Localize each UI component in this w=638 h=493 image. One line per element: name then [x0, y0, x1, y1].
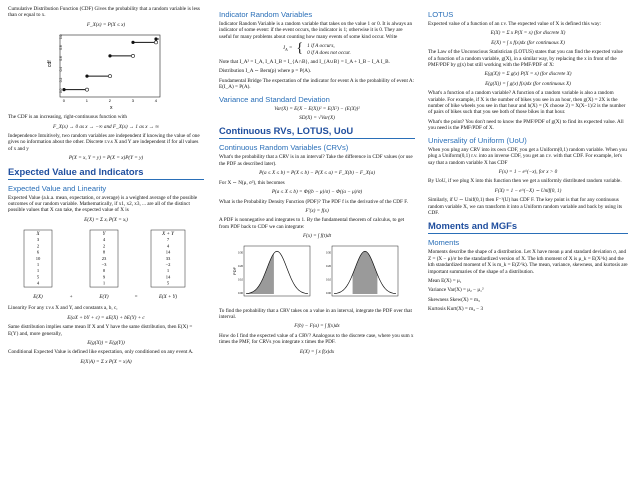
pdf-y-tick: 0.00	[237, 291, 243, 295]
pdf-figures	[219, 243, 415, 305]
table-cell: 1	[102, 280, 106, 286]
cdf-closed-dot-1	[85, 75, 88, 78]
indicator-paragraph: Indicator Random Variable is a random variable that takes on the value 1 or 0. It is always an indicator of some event: if the event occurs, the indicator is 1; otherwise it is 0. They are useful for many problems about counting how many events of some kind occur. Write	[219, 21, 413, 40]
pdf-shaded-area-interval	[353, 251, 378, 294]
table-footer: E(Y)	[99, 295, 109, 301]
table-cell: 33	[165, 256, 171, 262]
table-cell: 3	[36, 237, 40, 243]
table-cell: 2	[102, 243, 106, 249]
cdf-open-dot-1	[108, 75, 111, 78]
linearity-table	[16, 226, 196, 302]
table-footer: =	[134, 295, 138, 301]
pdf-y-tick: 0.10	[325, 278, 331, 282]
subsection-lotus: LOTUS	[428, 10, 454, 19]
linearity-paragraph: Linearity For any r.v.s X and Y, and constants a, b, c,	[8, 305, 118, 312]
expected-value-equation: E(X) = Σ xᵢ P(X = xᵢ)	[84, 216, 128, 223]
table-cell: 23	[101, 256, 107, 262]
indicator-definition: $I_A$ = { 1 if A occurs, 0 if A does not occur.	[283, 41, 351, 57]
cdf-x-tick: 3	[131, 98, 135, 104]
pdf-y-tick: 0.10	[237, 278, 243, 282]
pdf-shaded-area-left	[246, 253, 274, 294]
subsection-moments: Moments	[428, 238, 460, 248]
cdf-x-tick: 0	[62, 98, 66, 104]
same-distribution-equation: E(g(X)) = E(g(Y))	[87, 339, 125, 346]
lotus-paragraph-2: The Law of the Unconscious Statistician (LOTUS) states that you can find the expected value of a function of a random variable, g(X), in a similar way, by replacing the x in front of the PMF/PDF by g(x) but still working with the PMF/PDF of X:	[428, 49, 623, 69]
subsection-indicator: Indicator Random Variables	[219, 10, 313, 19]
cdf-x-tick: 4	[154, 98, 158, 104]
table-cell: 14	[165, 274, 171, 280]
lotus-eq-1: E(X) = Σ x P(X = x) (for discrete X)	[490, 30, 566, 37]
table-cell: 1	[36, 262, 40, 268]
table-header: X + Y	[162, 232, 174, 238]
cdf-xlabel: x	[110, 105, 113, 112]
table-cell: 6	[36, 249, 40, 255]
lotus-eq-3: E(g(X)) = Σ g(x) P(X = x) (for discrete X)	[484, 71, 572, 78]
cdf-limits: F_X(x) → 0 as x → −∞ and F_X(x) → 1 as x → ∞	[53, 123, 159, 130]
table-cell: 5	[166, 280, 170, 286]
variance-line: Variance Var(X) = μ₂ − μ₁²	[428, 287, 484, 294]
section-moments: Moments and MGFs	[428, 220, 518, 232]
normal-equation: P(a ≤ X ≤ b) = Φ((b − μ)/σ) − Φ((a − μ)/σ)	[271, 189, 363, 196]
cdf-y-tick: 0.0	[59, 88, 64, 94]
subsection-crv: Continuous Random Variables (CRVs)	[219, 143, 349, 153]
pdf-y-tick: 0.30	[237, 251, 243, 255]
table-footer: E(X + Y)	[158, 295, 178, 301]
cdf-y-tick: 0.4	[59, 67, 64, 72]
table-cell: 10	[35, 256, 41, 262]
table-footer: +	[69, 295, 73, 301]
conditional-paragraph: Conditional Expected Value is defined like expectation, only conditioned on any event A.	[8, 349, 194, 356]
independence-equation: P(X = x, Y = y) = P(X = x)P(Y = y)	[68, 155, 144, 162]
section-expected-value: Expected Value and Indicators	[8, 165, 144, 177]
ev-crv-paragraph: How do I find the expected value of a CRV? Analogous to the discrete case, where you sum x times the PMF, for CRVs you integrate x times the PDF.	[219, 332, 414, 346]
table-cell: 4	[166, 243, 170, 249]
table-header: Y	[102, 232, 106, 238]
kurtosis-line: Kurtosis Kurt(X) = m₄ − 3	[428, 306, 484, 313]
conditional-equation: E(X|A) = Σ x P(X = x|A)	[80, 358, 132, 365]
ev-crv-equation: E(X) = ∫ x f(x)dx	[299, 348, 335, 355]
cdf-x-tick: 1	[85, 98, 89, 104]
indicator-case-1: 1 if A occurs,	[307, 43, 335, 50]
cdf-open-dot-0	[85, 88, 88, 91]
prob-interval-equation: F(b) − F(a) = ∫ f(x)dx	[294, 323, 340, 330]
lotus-paragraph: Expected value of a function of an r.v. The expected value of X is defined this way:	[428, 21, 601, 27]
cdf-paragraph: Cumulative Distribution Function (CDF) Gives the probability that a random variable is less than or equal to x.	[8, 6, 200, 19]
pdf-curve-left	[246, 251, 308, 293]
column-3	[428, 6, 628, 316]
pdf-note: A PDF is nonnegative and integrates to 1. By the fundamental theorem of calculus, to get from PDF back to CDF we can integrate:	[219, 217, 405, 230]
table-cell: −3	[101, 262, 107, 268]
table-cell: 5	[36, 274, 40, 280]
indicator-distribution: Distribution I_A ∼ Bern(p) where p = P(A).	[219, 68, 311, 75]
cdf-open-dot-3	[154, 41, 157, 44]
fundamental-bridge: Fundamental Bridge The expectation of the indicator for event A is the probability of event A: E(I_A) = P(A).	[219, 77, 415, 91]
crv-equation: P(a ≤ X ≤ b) = P(X ≤ b) − P(X ≤ a) = F_X(b) − F_X(a)	[259, 170, 375, 177]
cdf-y-tick: 0.8	[59, 45, 64, 51]
table-cell: 14	[165, 249, 171, 255]
table-cell: 1	[36, 268, 40, 274]
table-cell: 4	[102, 237, 106, 243]
pdf-shaded-interval	[320, 243, 402, 305]
function-rv-paragraph: What's a function of a random variable? A function of a random variable is also a random variable. For example, if X is the number of bikes you see in an hour, then g(X) = 2X is the number of bike wheels you see in that hour and h(X) = (X choose 2) = X(X−1)/2 is the number of pairs of bikes such that you see both of those bikes in that hour.	[428, 90, 626, 116]
cdf-closed-dot-2	[108, 54, 111, 57]
lotus-eq-4: E(g(X)) = ∫ g(x) f(x)dx (for continuous X)	[485, 80, 571, 87]
column-1	[8, 6, 204, 368]
subsection-linearity: Expected Value and Linearity	[8, 183, 107, 193]
indicator-case-2: 0 if A does not occur.	[307, 49, 351, 56]
cdf-ylabel: cdf	[47, 60, 53, 68]
pdf-y-tick: 0.00	[325, 291, 331, 295]
uou-paragraph: When you plug any CRV into its own CDF, you get a Uniform(0,1) random variable. When you plug a Uniform(0,1) r.v. into an inverse CDF, you get an r.v. with that CDF. For example, let's say that a random variable X has CDF	[428, 146, 627, 166]
indicator-note: Note that I_A² = I_A, I_A I_B = I_{A∩B}, and I_{A∪B} = I_A + I_B − I_A I_B.	[219, 59, 390, 66]
table-cell: 0	[102, 268, 106, 274]
cdf-open-dot-2	[131, 54, 134, 57]
cdf-closed-dot-final	[154, 38, 157, 41]
table-cell: 4	[36, 280, 40, 286]
column-2	[219, 6, 415, 358]
cdf-y-tick: 0.2	[59, 77, 64, 83]
variance-equation: Var(X) = E(X − E(X))² = E(X²) − (E(X))²	[274, 105, 360, 112]
cdf-step-chart	[46, 31, 166, 111]
cdf-y-tick: 1.0	[59, 34, 64, 40]
lotus-eq-2: E(X) = ∫ x f(x)dx (for continuous X)	[491, 39, 565, 46]
cdf-from-pdf: F(x) = ∫ f(t)dt	[302, 233, 332, 240]
expected-value-paragraph: Expected Value (a.k.a. mean, expectation, or average) is a weighted average of the possible outcomes of our random variable. Mathematically, if x1, x2, x3, ... are all of the distinct possible values that X can take, the expected value of X is	[8, 194, 198, 214]
pdf-y-tick: 0.30	[325, 251, 331, 255]
uou-eq-1: F(x) = 1 − e^(−x), for x > 0	[498, 168, 558, 175]
uou-paragraph-3: Similarly, if U ∼ Unif(0,1) then F⁻¹(U) has CDF F. The key point is that for any continuous random variable X, we can transform it into a Uniform random variable and back by using its CDF.	[428, 197, 623, 216]
table-cell: 9	[102, 274, 106, 280]
table-cell: 2	[36, 243, 40, 249]
pdf-y-tick: 0.20	[237, 264, 243, 268]
uou-paragraph-2: By UoU, if we plug X into this function then we get a uniformly distributed random variable.	[428, 178, 622, 185]
cdf-x-tick: 2	[108, 98, 112, 104]
moments-paragraph: Moments describe the shape of a distribution. Let X have mean μ and standard deviation σ, and Z = (X − μ)/σ be the standardized version of X. The kth moment of X is μ_k = E(X^k) and the kth standardized moment of X is m_k = E(Z^k). The mean, variance, skewness, and kurtosis are important summaries of the shape of a distribution.	[428, 249, 628, 275]
pdf-shaded-left	[232, 243, 314, 305]
whats-the-point: What's the point? You don't need to know the PMF/PDF of g(X) to find its expected value. All you need is the PMF/PDF of X.	[428, 118, 624, 132]
pdf-paragraph: What is the Probability Density Function (PDF)? The PDF f is the derivative of the CDF F.	[219, 198, 408, 205]
table-cell: −2	[165, 262, 171, 268]
sd-equation: SD(X) = √Var(X)	[299, 115, 335, 122]
cdf-equation: F_X(x) = P(X ≤ x)	[86, 21, 126, 28]
cdf-note: The CDF is an increasing, right-continuous function with	[8, 114, 128, 121]
subsection-variance: Variance and Standard Deviation	[219, 94, 330, 104]
pdf-ylabel: PDF	[232, 266, 237, 275]
cdf-y-tick: 0.6	[59, 56, 64, 61]
section-continuous: Continuous RVs, LOTUS, UoU	[219, 125, 354, 137]
independence-paragraph: Independence Intuitively, two random variables are independent if knowing the value of one gives no information about the other. Discrete r.v.s X and Y are independent if for all values of x and y	[8, 133, 200, 152]
pdf-y-tick: 0.20	[325, 264, 331, 268]
table-cell: 7	[166, 237, 170, 243]
uou-eq-2: F(X) = 1 − e^(−X) ∼ Unif(0, 1)	[494, 187, 562, 194]
same-distribution-paragraph: Same distribution implies same mean If X and Y have the same distribution, then E(X) = E(Y) and, more generally,	[8, 324, 193, 337]
prob-interval-paragraph: To find the probability that a CRV takes on a value in an interval, integrate the PDF over that interval.	[219, 307, 412, 320]
normal-intro: For X ∼ N(μ, σ²), this becomes	[219, 179, 285, 186]
table-cell: 8	[102, 249, 106, 255]
linearity-equation: E(aX + bY + c) = aE(X) + bE(Y) + c	[67, 314, 145, 321]
mean-line: Mean E(X) = μ₁	[428, 277, 462, 284]
subsection-uou: Universality of Uniform (UoU)	[428, 135, 527, 145]
cdf-closed-dot-3	[131, 41, 134, 44]
table-footer: E(X)	[33, 295, 43, 301]
skewness-line: Skewness Skew(X) = m₃	[428, 296, 480, 303]
table-cell: 1	[166, 268, 170, 274]
crv-paragraph: What's the probability that a CRV is in an interval? Take the difference in CDF values (or use the PDF as described later).	[219, 154, 413, 167]
pdf-equation: F′(x) = f(x)	[305, 207, 329, 214]
table-header: X	[36, 232, 40, 238]
